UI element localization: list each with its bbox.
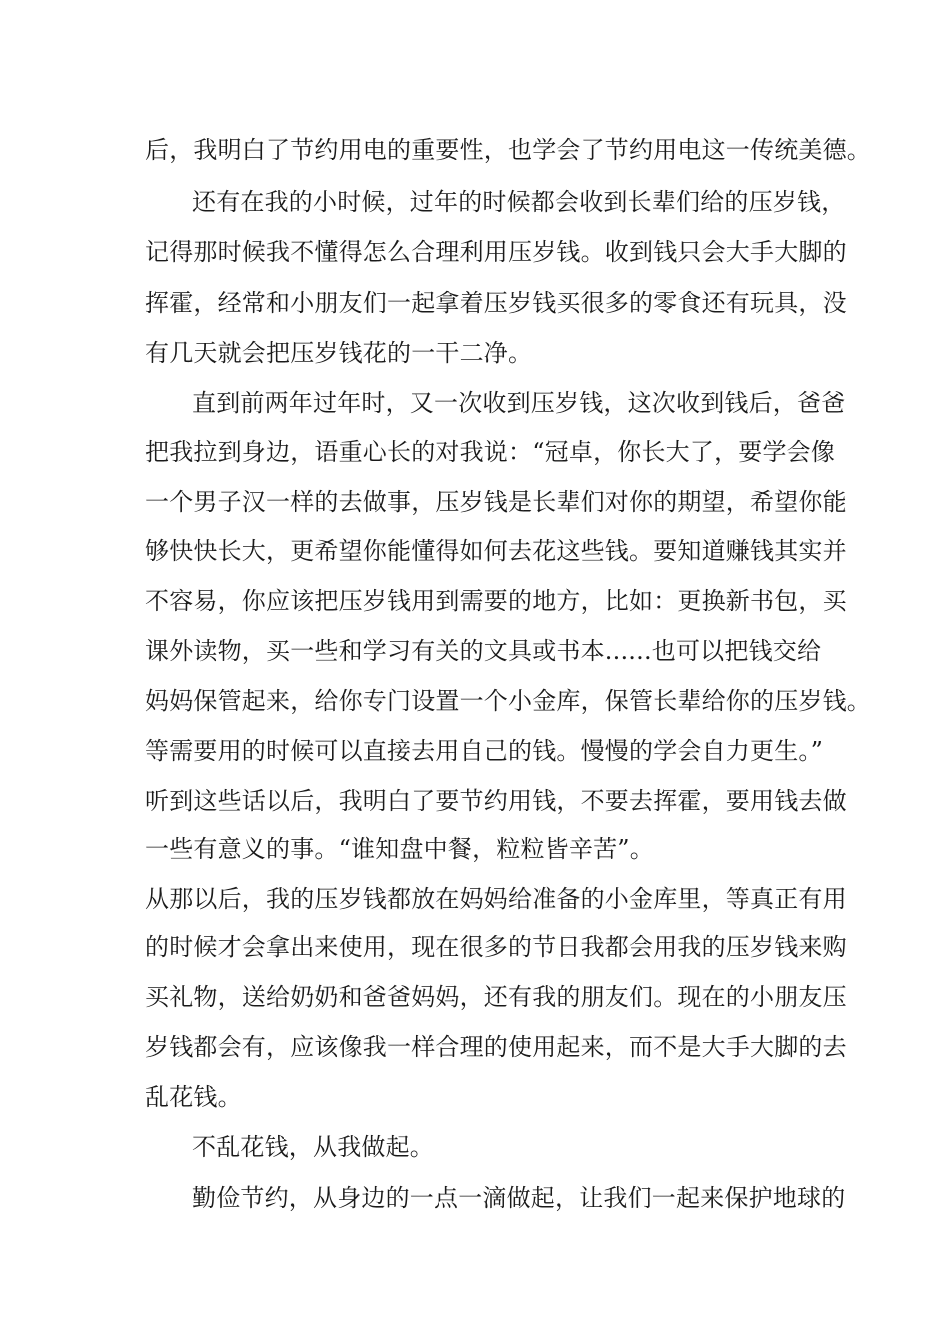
paragraph-first-line: 直到前两年过年时，又一次收到压岁钱，这次收到钱后，爸爸 [192,389,846,417]
text-line: 把我拉到身边，语重心长的对我说：“冠卓，你长大了，要学会像 [145,438,836,466]
text-line: 的时候才会拿出来使用，现在很多的节日我都会用我的压岁钱来购 [145,933,847,961]
text-line: 从那以后，我的压岁钱都放在妈妈给准备的小金库里，等真正有用 [145,885,847,913]
text-line: 岁钱都会有，应该像我一样合理的使用起来，而不是大手大脚的去 [145,1033,847,1061]
text-line: 一个男子汉一样的去做事，压岁钱是长辈们对你的期望，希望你能 [145,488,847,516]
paragraph-first-line: 勤俭节约，从身边的一点一滴做起，让我们一起来保护地球的 [192,1184,846,1212]
text-line: 有几天就会把压岁钱花的一干二净。 [145,339,533,367]
paragraph-first-line: 不乱花钱，从我做起。 [192,1133,434,1161]
paragraph-first-line: 还有在我的小时候，过年的时候都会收到长辈们给的压岁钱， [192,188,846,216]
text-line: 够快快长大，更希望你能懂得如何去花这些钱。要知道赚钱其实并 [145,537,847,565]
text-line: 买礼物，送给奶奶和爸爸妈妈，还有我的朋友们。现在的小朋友压 [145,983,847,1011]
text-line: 等需要用的时候可以直接去用自己的钱。慢慢的学会自力更生。” [145,737,824,765]
text-line: 妈妈保管起来，给你专门设置一个小金库，保管长辈给你的压岁钱。 [145,687,871,715]
text-line: 一些有意义的事。“谁知盘中餐，粒粒皆辛苦”。 [145,835,654,863]
text-line: 乱花钱。 [145,1083,242,1111]
text-line: 后，我明白了节约用电的重要性，也学会了节约用电这一传统美德。 [145,136,871,164]
text-line: 听到这些话以后，我明白了要节约用钱，不要去挥霍，要用钱去做 [145,787,847,815]
text-line: 挥霍，经常和小朋友们一起拿着压岁钱买很多的零食还有玩具，没 [145,289,847,317]
text-line: 课外读物，买一些和学习有关的文具或书本......也可以把钱交给 [145,637,822,665]
text-line: 记得那时候我不懂得怎么合理利用压岁钱。收到钱只会大手大脚的 [145,238,847,266]
text-line: 不容易，你应该把压岁钱用到需要的地方，比如：更换新书包，买 [145,587,847,615]
